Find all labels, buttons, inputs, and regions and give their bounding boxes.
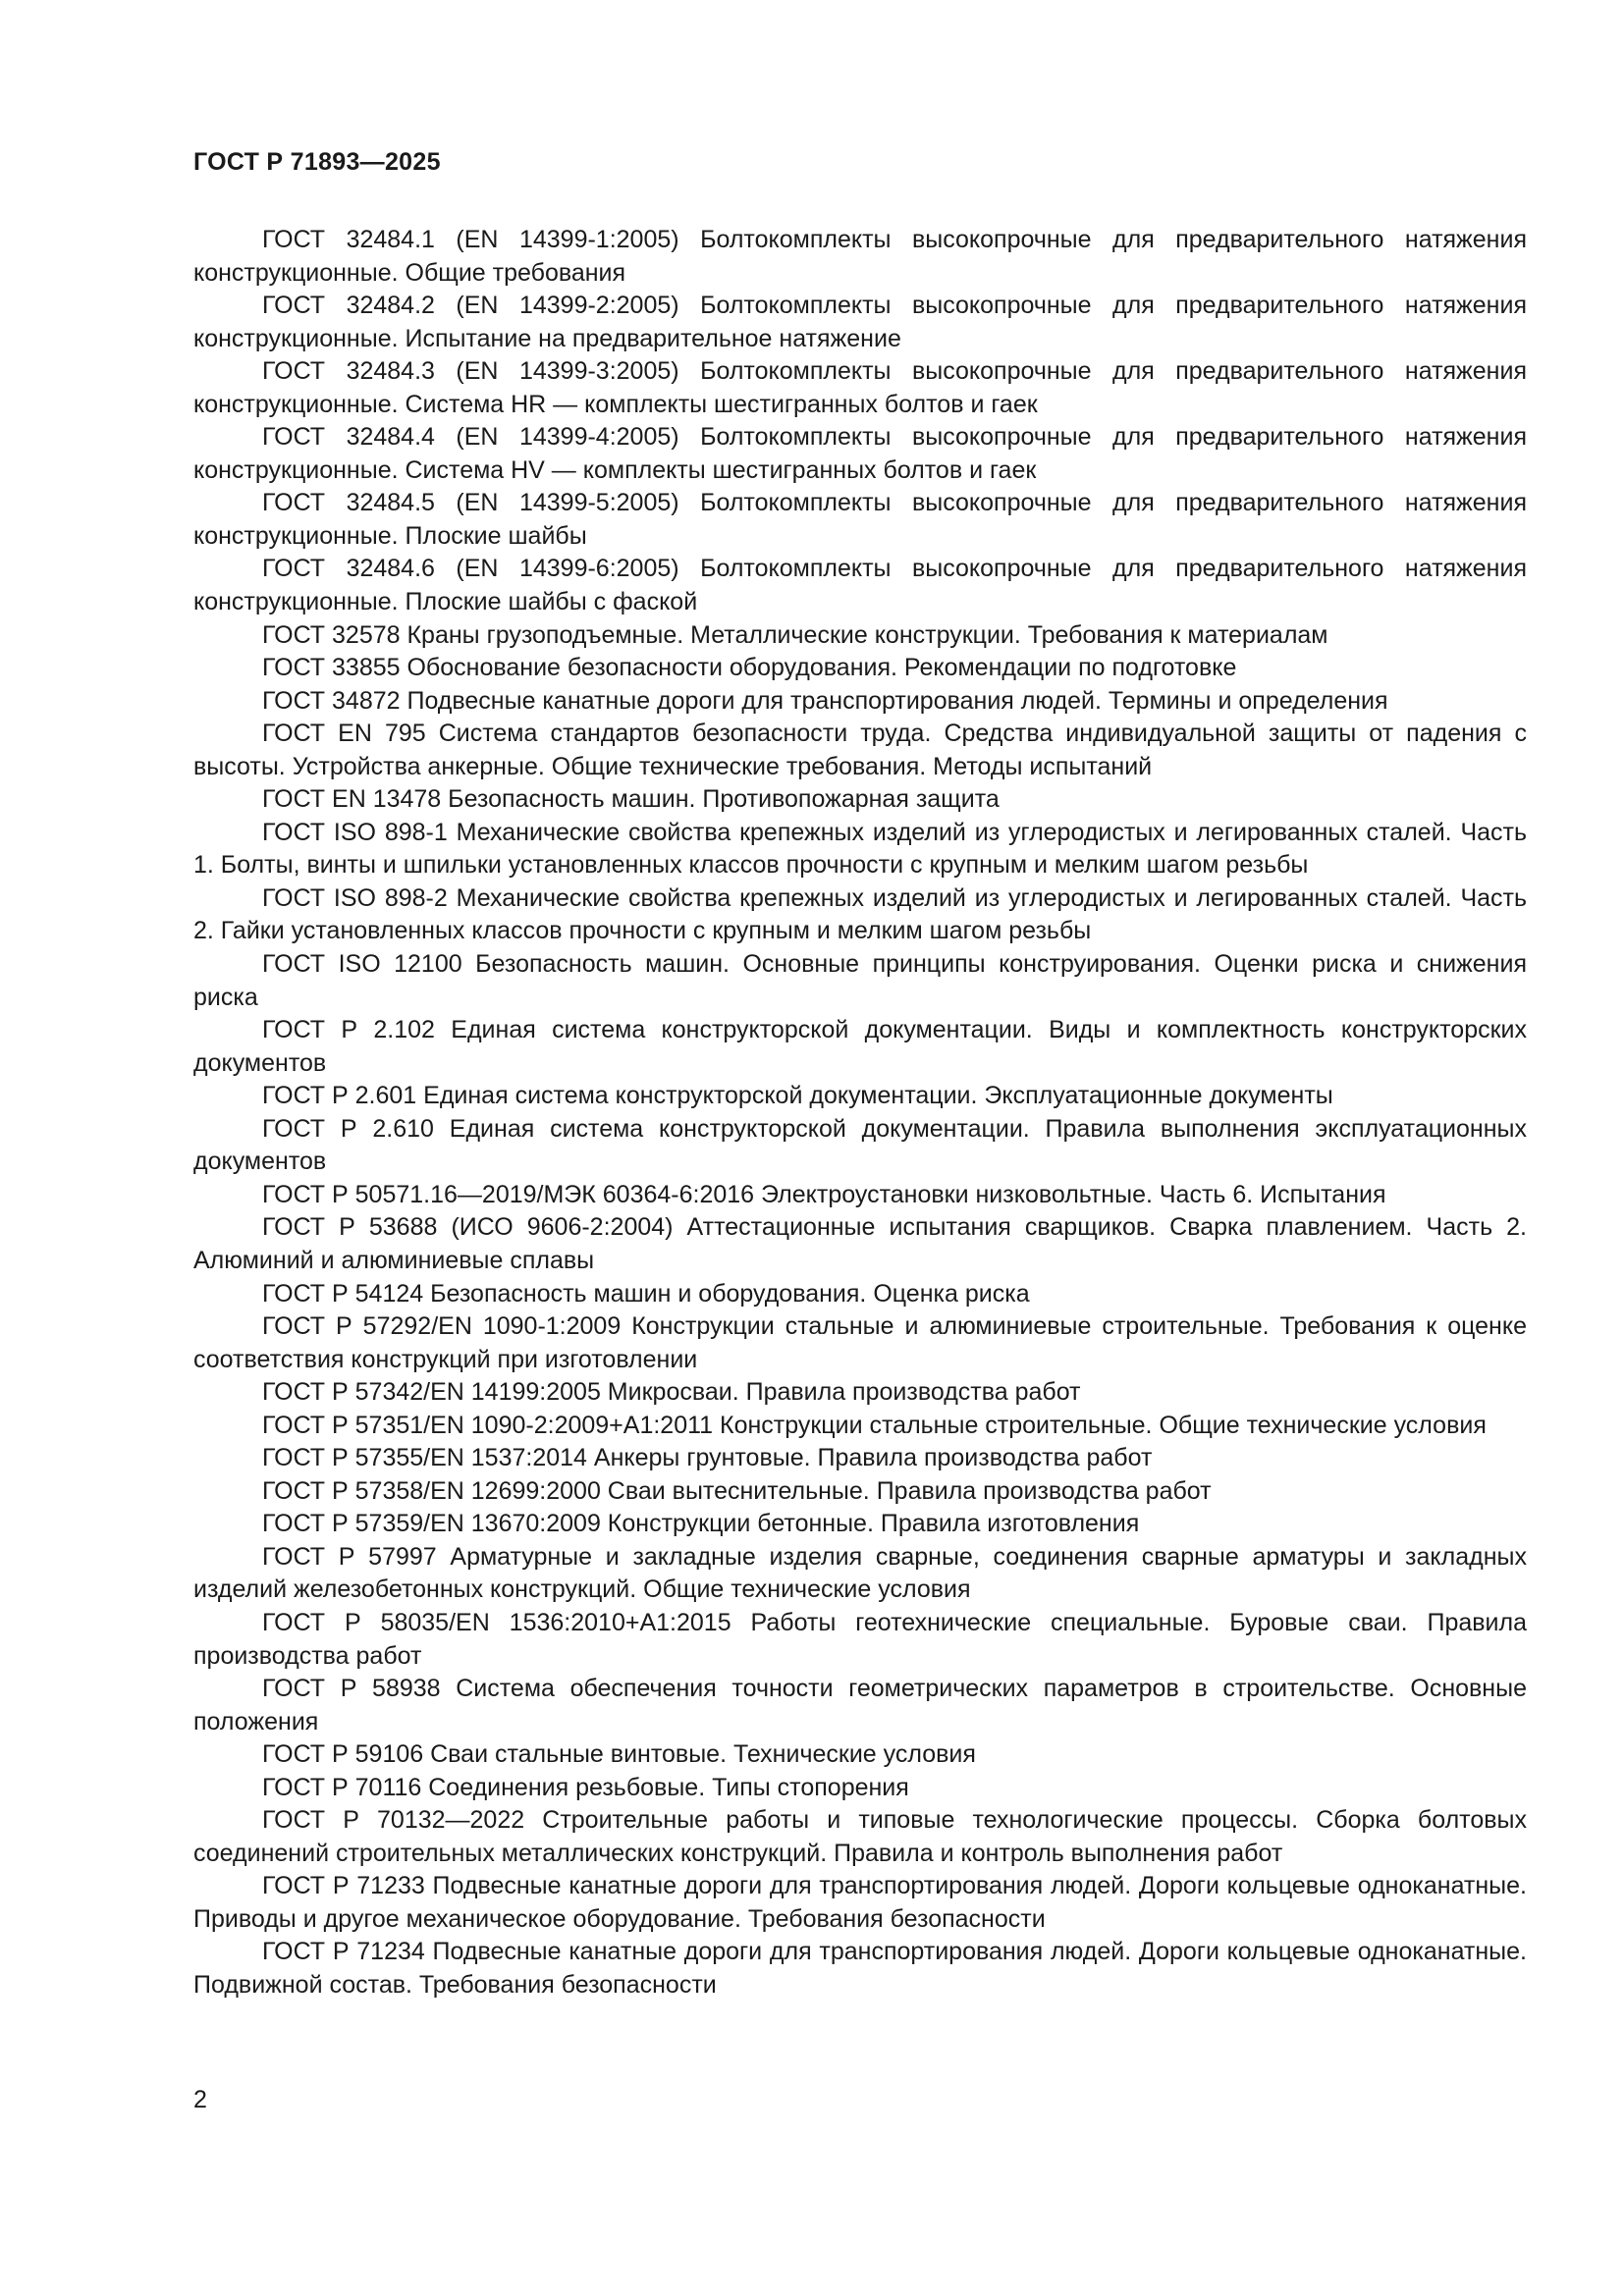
reference-entry: ГОСТ Р 2.610 Единая система конструкторской документации. Правила выполнения эксплуатационных документов (193, 1114, 1527, 1176)
reference-entry: ГОСТ Р 57997 Арматурные и закладные изделия сварные, соединения сварные арматуры и закладных изделий железобетонных конструкций. Общие технические условия (193, 1542, 1527, 1604)
page-number: 2 (193, 2086, 207, 2113)
reference-entry: ГОСТ ISO 898-2 Механические свойства крепежных изделий из углеродистых и легированных сталей. Часть 2. Гайки установленных классов прочности с крупным и мелким шагом резьбы (193, 883, 1527, 945)
reference-entry: ГОСТ Р 71234 Подвесные канатные дороги для транспортирования людей. Дороги кольцевые одноканатные. Подвижной состав. Требования безопасности (193, 1938, 1527, 1999)
reference-entry: ГОСТ 32578 Краны грузоподъемные. Металлические конструкции. Требования к материалам (262, 620, 1328, 649)
reference-entry: ГОСТ Р 50571.16—2019/МЭК 60364-6:2016 Электроустановки низковольтные. Часть 6. Испытания (262, 1180, 1386, 1208)
reference-entry: ГОСТ Р 70132—2022 Строительные работы и типовые технологические процессы. Сборка болтовых соединений строительных металлических конструкций. Правила и контроль выполнения работ (193, 1806, 1527, 1867)
reference-entry: ГОСТ Р 57292/EN 1090-1:2009 Конструкции стальные и алюминиевые строительные. Требования к оценке соответствия конструкций при изготовлении (193, 1312, 1527, 1373)
reference-entry: ГОСТ Р 54124 Безопасность машин и оборудования. Оценка риска (262, 1279, 1030, 1308)
reference-entry: ГОСТ Р 59106 Сваи стальные винтовые. Технические условия (262, 1740, 976, 1769)
reference-entry: ГОСТ Р 57359/EN 13670:2009 Конструкции бетонные. Правила изготовления (262, 1510, 1140, 1538)
reference-entry: ГОСТ 32484.4 (EN 14399-4:2005) Болтокомплекты высокопрочные для предварительного натяжения конструкционные. Система HV — комплекты шестигранных болтов и гаек (193, 423, 1527, 484)
reference-entry: ГОСТ 32484.2 (EN 14399-2:2005) Болтокомплекты высокопрочные для предварительного натяжения конструкционные. Испытание на предварительное натяжение (193, 292, 1527, 352)
reference-entry: ГОСТ Р 2.102 Единая система конструкторской документации. Виды и комплектность конструкторских документов (193, 1016, 1527, 1077)
document-header-code: ГОСТ Р 71893—2025 (193, 148, 441, 176)
reference-entry: ГОСТ Р 57358/EN 12699:2000 Сваи вытеснительные. Правила производства работ (262, 1476, 1212, 1505)
reference-entry: ГОСТ 32484.1 (EN 14399-1:2005) Болтокомплекты высокопрочные для предварительного натяжения конструкционные. Общие требования (193, 226, 1527, 287)
reference-entry: ГОСТ 34872 Подвесные канатные дороги для транспортирования людей. Термины и определения (262, 686, 1388, 715)
reference-entry: ГОСТ Р 57342/EN 14199:2005 Микросваи. Правила производства работ (262, 1378, 1081, 1407)
reference-entry: ГОСТ Р 70116 Соединения резьбовые. Типы стопорения (262, 1773, 909, 1801)
reference-entry: ГОСТ Р 58035/EN 1536:2010+A1:2015 Работы геотехнические специальные. Буровые сваи. Правила производства работ (193, 1608, 1527, 1670)
reference-entry: ГОСТ Р 2.601 Единая система конструкторской документации. Эксплуатационные документы (262, 1082, 1333, 1110)
reference-entry: ГОСТ EN 13478 Безопасность машин. Противопожарная защита (262, 785, 1000, 814)
reference-entry: ГОСТ 32484.3 (EN 14399-3:2005) Болтокомплекты высокопрочные для предварительного натяжения конструкционные. Система HR — комплекты шестигранных болтов и гаек (193, 357, 1527, 418)
reference-entry: ГОСТ ISO 898-1 Механические свойства крепежных изделий из углеродистых и легированных сталей. Часть 1. Болты, винты и шпильки установленных классов прочности с крупным и мелким шагом резьбы (193, 818, 1527, 880)
reference-entry: ГОСТ ISO 12100 Безопасность машин. Основные принципы конструирования. Оценки риска и снижения риска (193, 950, 1527, 1011)
reference-entry: ГОСТ Р 71233 Подвесные канатные дороги для транспортирования людей. Дороги кольцевые одноканатные. Приводы и другое механическое оборудование. Требования безопасности (193, 1872, 1527, 1933)
reference-entry: ГОСТ 33855 Обоснование безопасности оборудования. Рекомендации по подготовке (262, 654, 1237, 682)
normative-references-list (193, 224, 1527, 2002)
reference-entry: ГОСТ 32484.6 (EN 14399-6:2005) Болтокомплекты высокопрочные для предварительного натяжения конструкционные. Плоские шайбы с фаской (193, 555, 1527, 616)
reference-entry: ГОСТ Р 53688 (ИСО 9606-2:2004) Аттестационные испытания сварщиков. Сварка плавлением. Часть 2. Алюминий и алюминиевые сплавы (193, 1213, 1527, 1274)
reference-entry: ГОСТ Р 57355/EN 1537:2014 Анкеры грунтовые. Правила производства работ (262, 1444, 1153, 1472)
reference-entry: ГОСТ Р 57351/EN 1090-2:2009+A1:2011 Конструкции стальные строительные. Общие технические условия (262, 1411, 1487, 1439)
reference-entry: ГОСТ EN 795 Система стандартов безопасности труда. Средства индивидуальной защиты от падения с высоты. Устройства анкерные. Общие технические требования. Методы испытаний (193, 720, 1527, 780)
reference-entry: ГОСТ 32484.5 (EN 14399-5:2005) Болтокомплекты высокопрочные для предварительного натяжения конструкционные. Плоские шайбы (193, 489, 1527, 550)
reference-entry: ГОСТ Р 58938 Система обеспечения точности геометрических параметров в строительстве. Основные положения (193, 1675, 1527, 1735)
